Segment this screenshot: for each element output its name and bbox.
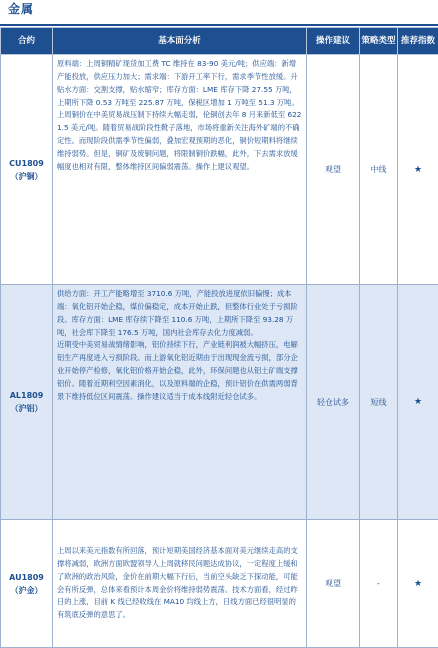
- strategy-cell: 短线: [360, 285, 398, 520]
- rating-star-icon: ★: [398, 520, 438, 648]
- analysis-paragraph: 近期受中美贸易战情绪影响，铝价持续下行，产业链利润被大幅挤压，电解铝生产再度进入亏损阶段。而上游氧化铝近期由于出现现金流亏损，部分企业开始停产检修，氧化铝价格开始企稳，此外，环保问题也从铝土矿端支撑铝价。随着近期利空因素消化，以及原料端的企稳，预计铝价在供需两弱背景下维持低位区间震荡。操作建议适当于成本线附近轻仓试多。: [57, 340, 298, 401]
- contract-code: CU1809: [9, 158, 44, 168]
- analysis-paragraph: 上周以来美元指数有所回落，预计短期美国经济基本面对美元继续走高的支撑将减弱，欧洲方面欧盟领导人上周就移民问题达成协议，一定程度上缓和了欧洲的政治风险，金价在前期大幅下行后，当前空头缺乏下探动能，可能会有所反弹，总体来看预计本周金价将维持弱势震荡。技术方面看，经过昨日的上涨，目前 K 线已经收线在 MA10 均线上方，日线方面已经很明显的有筑底反弹的意思了。: [57, 545, 298, 620]
- analysis-paragraph: 供给方面：开工产能略增至 3710.6 万吨，产能投放进度依旧偏慢；成本端：氧化铝开始企稳，煤价偏稳定，成本开始止跌，但整体行业处于亏损阶段。库存方面：LME 库存续下降至 110.6 万吨，上期所下降至 93.28 万吨，社会库下降至 176.5 万吨，国内社会库存去化力度减弱。: [57, 289, 298, 337]
- analysis-paragraph: 原料端：上周铜精矿现货加工费 TC 维持在 83-90 美元/吨；供应端：新增产能投放，供应压力加大；需求端：下游开工率下行，需求季节性放缓。升贴水方面：交割支撑，贴水缩窄；库存方面：LME 库存下降 27.55 万吨，上期所下降 0.53 万吨至 225.87 万吨，保税区增加 1 万吨至 51.3 万吨。: [57, 59, 299, 107]
- table-row-au: [1, 520, 438, 648]
- contract-code: AL1809: [9, 391, 44, 400]
- table-row-cu: [1, 55, 438, 285]
- contract-cell: [1, 285, 53, 520]
- table-row-al: [1, 285, 438, 520]
- advice-cell: 轻仓试多: [307, 285, 360, 520]
- contract-cell: [1, 520, 53, 648]
- rating-star-icon: ★: [398, 285, 438, 520]
- header-rating: 推荐指数: [398, 28, 438, 55]
- strategy-cell: 中线: [360, 55, 398, 285]
- header-analysis: 基本面分析: [53, 28, 307, 55]
- header-advice: 操作建议: [307, 28, 360, 55]
- header-contract: 合约: [1, 28, 53, 55]
- advice-cell: 观望: [307, 55, 360, 285]
- contract-code: AU1809: [9, 572, 44, 582]
- analysis-cell: [53, 285, 307, 520]
- contract-name: （沪金）: [10, 585, 43, 595]
- analysis-cell: [53, 520, 307, 648]
- analysis-cell: [53, 55, 307, 285]
- title-divider: [0, 24, 438, 26]
- table-header-row: [1, 28, 438, 55]
- contract-cell: [1, 55, 53, 285]
- metals-analysis-table: [0, 27, 438, 648]
- contract-name: （沪铝）: [10, 404, 43, 413]
- section-title: 金属: [8, 2, 35, 16]
- strategy-cell: -: [360, 520, 398, 648]
- advice-cell: 观望: [307, 520, 360, 648]
- header-strategy: 策略类型: [360, 28, 398, 55]
- rating-star-icon: ★: [398, 55, 438, 285]
- contract-name: （沪铜）: [10, 171, 43, 181]
- analysis-paragraph: 上周铜价在中美贸易战压制下持续大幅走弱，伦铜创去年 8 月来新低至 6221.5 美元/吨。随着贸易战阶段性靴子落地，市场将重新关注海外矿端的不确定性。而现阶段供需季节性偏弱，叠加宏观预期的恶化，铜价短期料将继续维持弱势。但是，铜矿及废铜问题，将限制铜价跌幅，此外，下去需求放缓幅度也相对有限，整体维持区间偏弱震荡。操作上建议观望。: [57, 110, 302, 171]
